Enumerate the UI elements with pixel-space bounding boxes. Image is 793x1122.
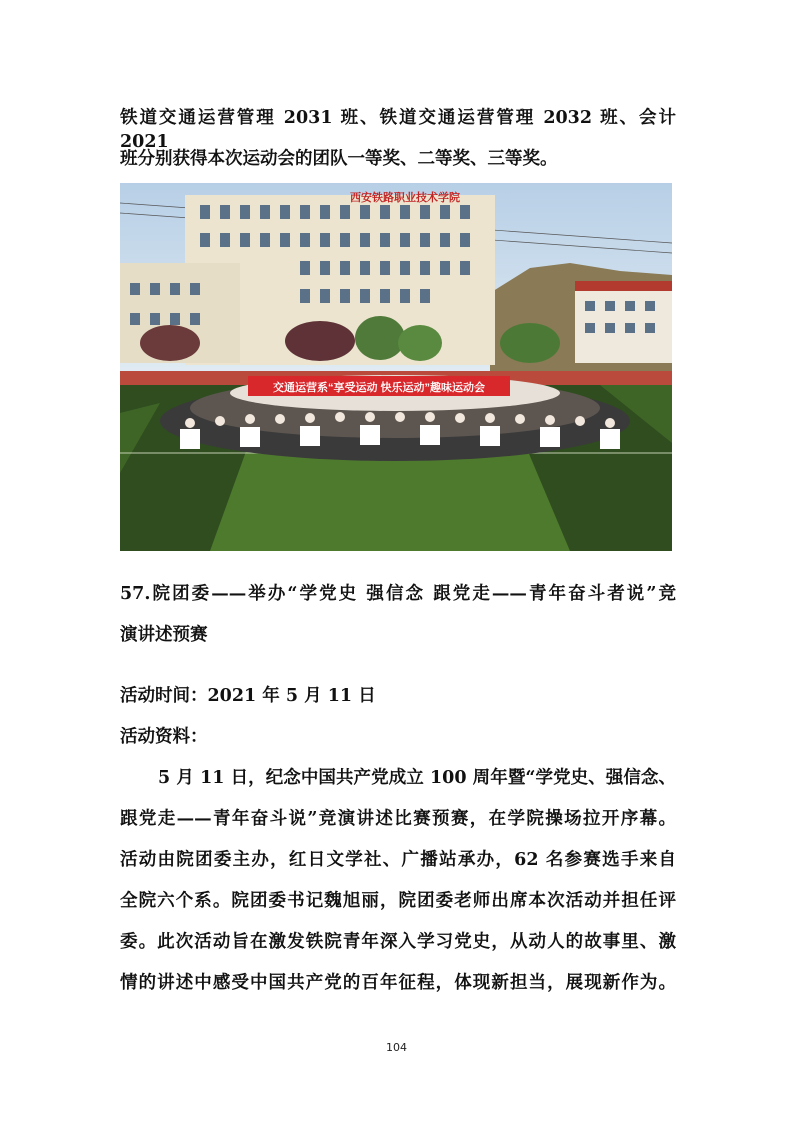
body-line-6: 情的讲述中感受中国共产党的百年征程，体现新担当，展现新作为。	[120, 973, 676, 993]
activity-material-label: 活动资料：	[120, 727, 208, 747]
building-sign: 西安铁路职业技术学院	[350, 192, 460, 204]
event-banner-text: 交通运营系“享受运动 快乐运动”趣味运动会	[272, 382, 486, 394]
section-title-line-1: 57.院团委——举办“学党史 强信念 跟党走——青年奋斗者说”竞	[120, 584, 676, 604]
page-number: 104	[386, 1041, 407, 1054]
group-photo	[120, 183, 672, 551]
intro-line-2: 班分别获得本次运动会的团队一等奖、二等奖、三等奖。	[120, 149, 558, 169]
intro-line-1: 铁道交通运营管理 2031 班、铁道交通运营管理 2032 班、会计 2021	[120, 108, 676, 152]
section-title-line-2: 演讲述预赛	[120, 625, 208, 645]
activity-time: 活动时间：2021 年 5 月 11 日	[120, 686, 376, 706]
body-line-2: 跟党走——青年奋斗说”竞演讲述比赛预赛，在学院操场拉开序幕。	[120, 809, 676, 829]
body-line-4: 全院六个系。院团委书记魏旭丽，院团委老师出席本次活动并担任评	[120, 891, 676, 911]
body-line-3: 活动由院团委主办，红日文学社、广播站承办，62 名参赛选手来自	[120, 850, 676, 870]
body-line-1: 5 月 11 日，纪念中国共产党成立 100 周年暨“学党史、强信念、	[158, 768, 676, 788]
body-line-5: 委。此次活动旨在激发铁院青年深入学习党史，从动人的故事里、激	[120, 932, 676, 952]
